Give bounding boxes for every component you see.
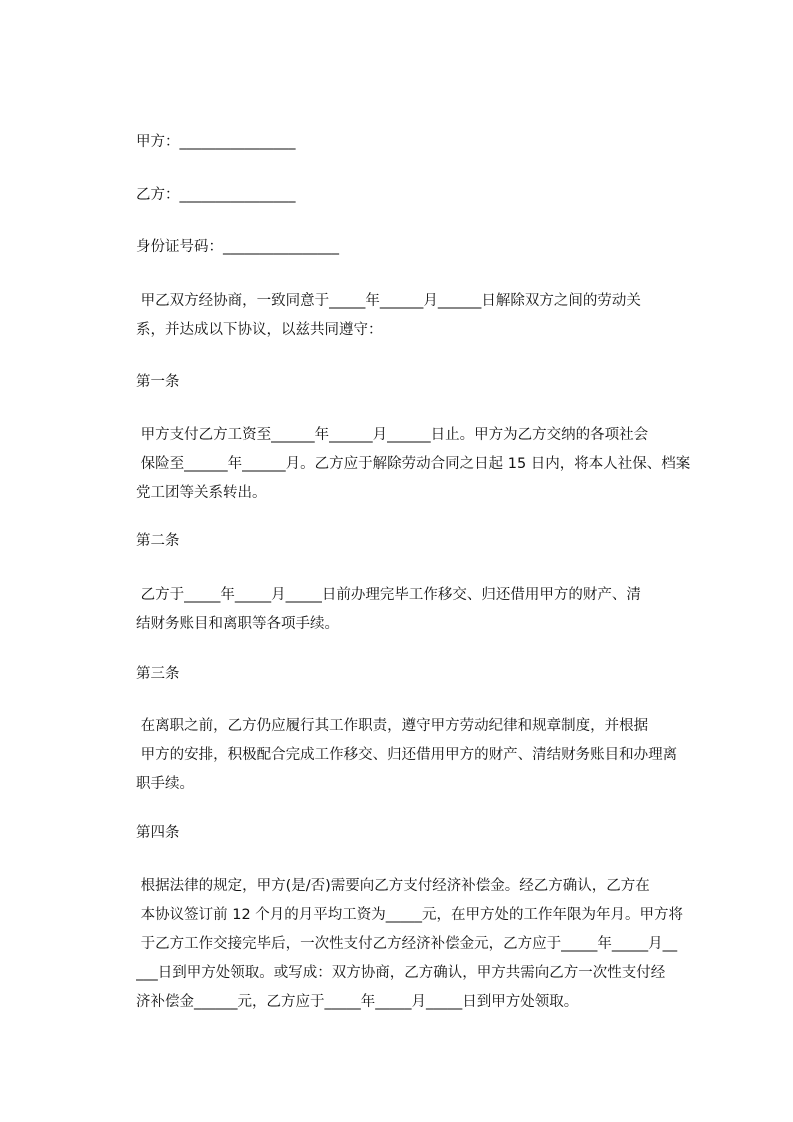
paragraph-line: 于乙方工作交接完毕后，一次性支付乙方经济补偿金元，乙方应于_____年_____月__ — [136, 936, 678, 952]
article-1-heading: 第一条 — [136, 374, 180, 390]
paragraph-line: 乙方于_____年_____月_____日前办理完毕工作移交、归还借用甲方的财产、清 — [136, 587, 641, 603]
paragraph-line: 系，并达成以下协议，以兹共同遵守： — [136, 322, 383, 338]
paragraph-line: ___日到甲方处领取。或写成：双方协商，乙方确认，甲方共需向乙方一次性支付经 — [136, 965, 666, 981]
paragraph-line: 济补偿金______元，乙方应于_____年_____月_____日到甲方处领取。 — [136, 994, 579, 1010]
article-4-body — [136, 872, 700, 1017]
paragraph-line: 结财务账目和离职等各项手续。 — [136, 616, 339, 632]
paragraph-line: 甲方的安排，积极配合完成工作移交、归还借用甲方的财产、清结财务账目和办理离 — [136, 747, 678, 763]
party-b-field: 乙方：________________ — [136, 187, 296, 203]
paragraph-line: 根据法律的规定，甲方(是/否)需要向乙方支付经济补偿金。经乙方确认，乙方在 — [136, 878, 650, 894]
article-3-body — [136, 712, 700, 799]
party-a-field: 甲方：________________ — [136, 134, 296, 150]
intro-paragraph — [136, 287, 700, 345]
article-3-heading: 第三条 — [136, 666, 180, 682]
article-2-body — [136, 581, 700, 639]
article-1-body — [136, 421, 700, 508]
article-4-heading: 第四条 — [136, 825, 180, 841]
paragraph-line: 保险至______年______月。乙方应于解除劳动合同之日起 15 日内，将本人社保、档案 — [136, 456, 691, 472]
id-number-field: 身份证号码：________________ — [136, 239, 339, 255]
paragraph-line: 甲方支付乙方工资至______年______月______日止。甲方为乙方交纳的各项社会 — [136, 427, 649, 443]
paragraph-line: 甲乙双方经协商，一致同意于_____年______月______日解除双方之间的劳动关 — [136, 293, 641, 309]
paragraph-line: 本协议签订前 12 个月的月平均工资为_____元，在甲方处的工作年限为年月。甲方将 — [136, 907, 684, 923]
paragraph-line: 党工团等关系转出。 — [136, 485, 267, 501]
paragraph-line: 在离职之前，乙方仍应履行其工作职责，遵守甲方劳动纪律和规章制度，并根据 — [136, 718, 649, 734]
article-2-heading: 第二条 — [136, 533, 180, 549]
paragraph-line: 职手续。 — [136, 776, 194, 792]
